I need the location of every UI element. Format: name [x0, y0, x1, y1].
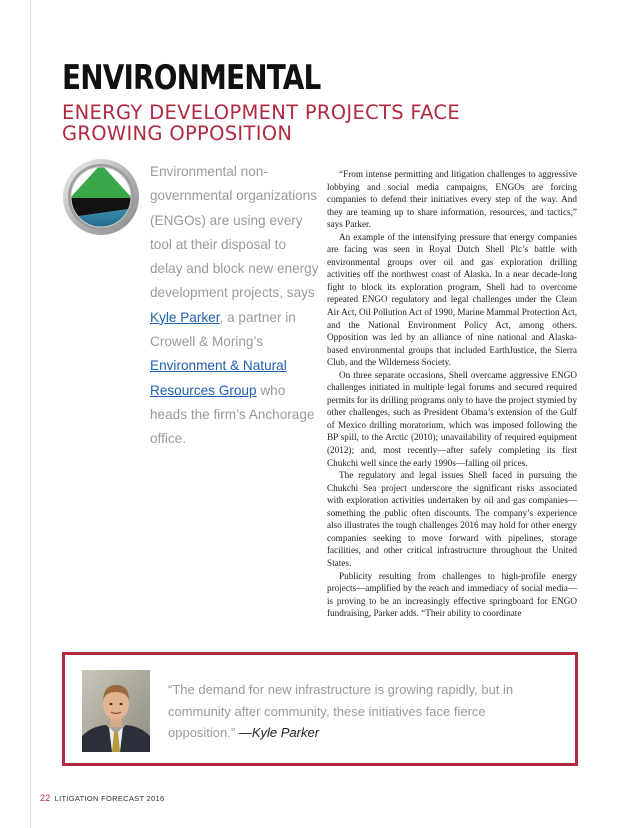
environment-group-link[interactable]: Environment & Natural Resources Group: [150, 358, 287, 398]
kyle-parker-link[interactable]: Kyle Parker: [150, 309, 220, 325]
page-number: 22: [40, 793, 51, 803]
intro-text-middle: , a partner in Crowell & Moring’s: [150, 309, 296, 350]
body-paragraph-5: Publicity resulting from challenges to high-profile energy projects—amplified by the reach and immediacy of social media—is proving to be an increasingly effective springboard for ENGO fundraising, Parker adds. “Their ability to coordinate: [327, 570, 577, 619]
article-body: [327, 168, 577, 620]
environmental-triangle-icon: [62, 158, 140, 236]
kyle-parker-photo: [82, 670, 150, 752]
intro-text-start: Environmental non-governmental organizations (ENGOs) are using every tool at their disposal to delay and block new energy development projects, says: [150, 164, 319, 301]
section-title: ENVIRONMENTAL: [62, 58, 321, 98]
body-paragraph-1: “From intense permitting and litigation challenges to aggressive lobbying and social media campaigns, ENGOs are forcing companies to defend their initiatives every step of the way. And they are teaming up to share information, resources, and tactics,” says Parker.: [327, 169, 577, 230]
body-paragraph-3: On three separate occasions, Shell overcame aggressive ENGO challenges initiated in multiple legal forums and secured required permits for its drilling programs only to have the project stymied by other challenges, such as President Obama’s extension of the Gulf of Mexico drilling moratorium, which was imposed following the BP spill, to the Arctic (2010); unavailability of required equipment (2012); and, most recently—after safely completing its first Chukchi well since the early 1990s—falling oil prices.: [327, 369, 577, 468]
pull-quote: [168, 679, 528, 744]
article-headline: ENERGY DEVELOPMENT PROJECTS FACE GROWING OPPOSITION: [62, 101, 460, 145]
intro-paragraph: [150, 160, 320, 452]
body-paragraph-4: The regulatory and legal issues Shell faced in pursuing the Chukchi Sea project underscore the significant risks associated with exploration activities undertaken by oil and gas companies—something the public often discounts. The company’s experience also illustrates the tough challenges 2016 may hold for other energy companies seeking to move forward with pipelines, storage facilities, and other critical infrastructure throughout the United States.: [327, 470, 577, 568]
pull-quote-box: [62, 652, 578, 766]
body-paragraph-2: An example of the intensifying pressure that energy companies are facing was seen in Royal Dutch Shell Plc’s battle with environmental groups over oil and gas exploration drilling activities off the northwest coast of Alaska. In a near decade-long fight to block its exploration program, Shell had to overcome repeated ENGO regulatory and legal challenges under the Clean Air Act, Oil Pollution Act of 1990, Marine Mammal Protection Act, and the National Environment Policy Act, among others. Opposition was led by an alliance of nine national and Alaska-based environmental groups that included EarthJustice, the Sierra Club, and the Wilderness Society.: [327, 231, 577, 368]
publication-name: LITIGATION FORECAST 2016: [54, 794, 165, 803]
page-margin-rule: [30, 0, 31, 828]
quote-author: —Kyle Parker: [238, 725, 320, 740]
intro-text-end: who heads the firm’s Anchorage office.: [150, 382, 315, 447]
quote-text: “The demand for new infrastructure is growing rapidly, but in community after community, these initiatives face fierce opposition.”: [168, 682, 514, 740]
page-footer: [40, 793, 165, 803]
